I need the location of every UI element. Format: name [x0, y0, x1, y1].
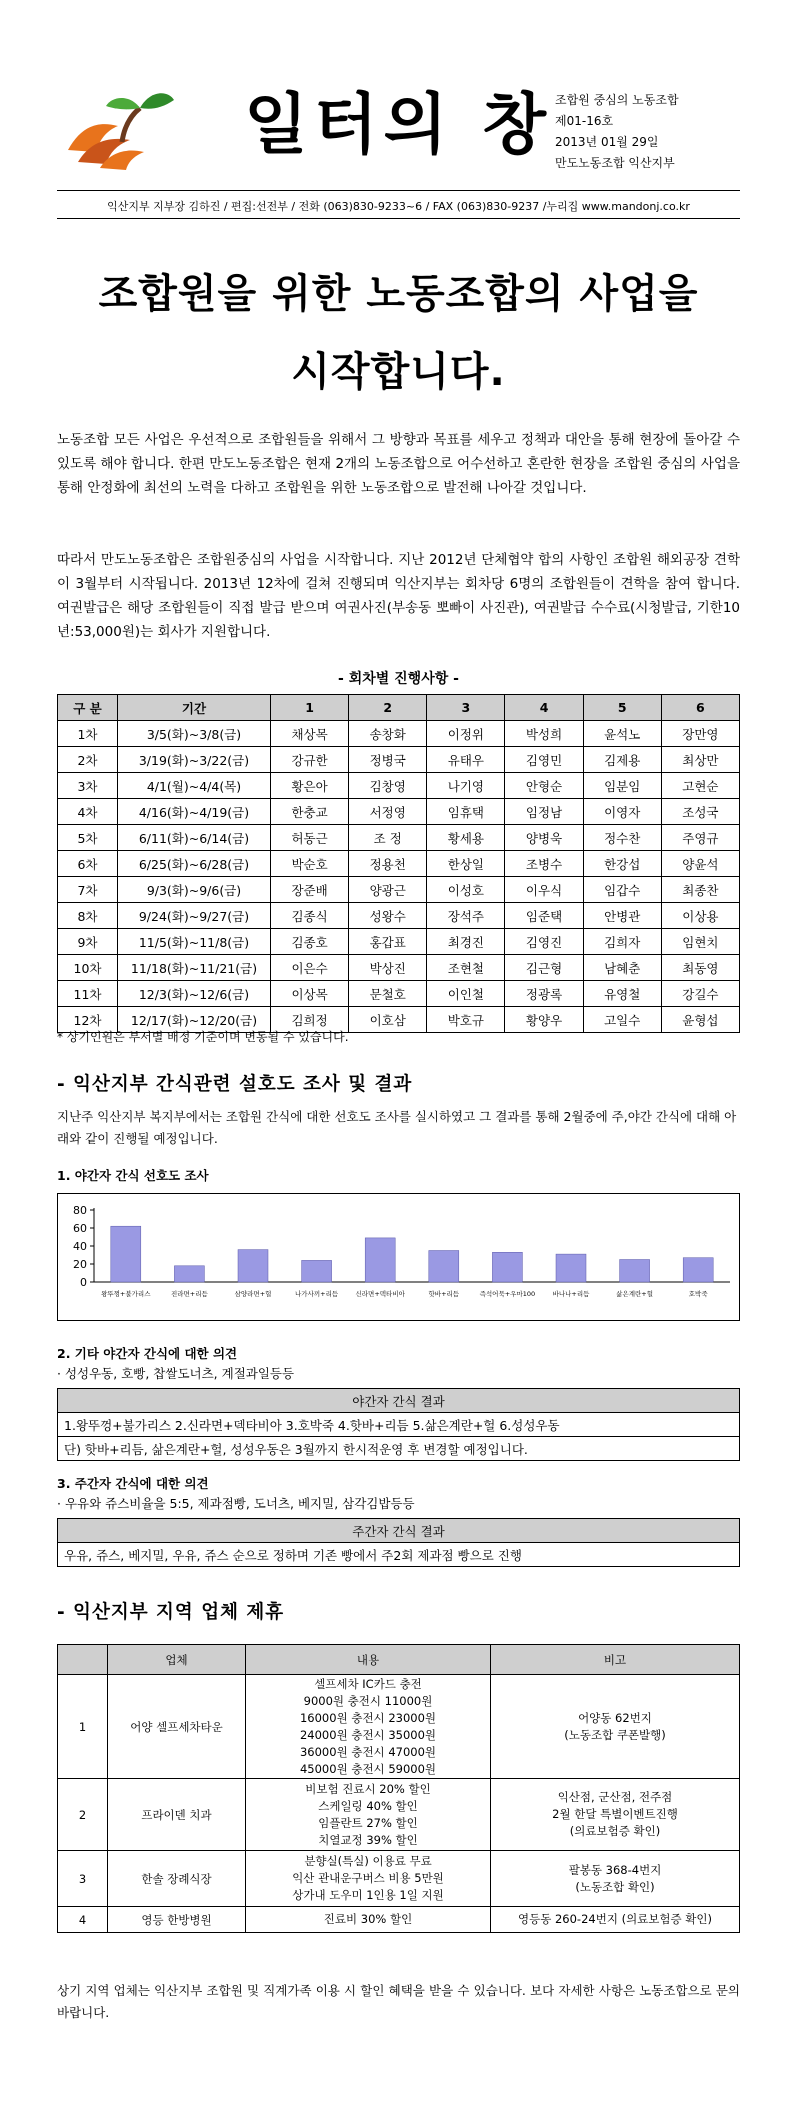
schedule-member-cell: 양윤석 — [661, 851, 739, 877]
schedule-member-cell: 박성희 — [505, 721, 583, 747]
partner-name: 영등 한방병원 — [108, 1907, 246, 1933]
night-result-line-2: 단) 핫바+리듬, 삶은계란+헐, 성성우동은 3월까지 한시적운영 후 변경할 예정입니다. — [58, 1437, 740, 1461]
partner-note-line: (노동조합 쿠폰발행) — [564, 1727, 666, 1742]
night-snack-chart — [57, 1193, 740, 1321]
schedule-member-cell: 조 정 — [349, 825, 427, 851]
schedule-col-6: 6 — [661, 695, 739, 721]
schedule-member-cell: 윤형섭 — [661, 1007, 739, 1033]
schedule-member-cell: 이상목 — [271, 981, 349, 1007]
schedule-member-cell: 이성호 — [427, 877, 505, 903]
schedule-member-cell: 이은수 — [271, 955, 349, 981]
partner-row — [58, 1675, 740, 1779]
schedule-member-cell: 김희정 — [271, 1007, 349, 1033]
schedule-member-cell: 조병수 — [505, 851, 583, 877]
chart-x-tick-label: 바나나+리듬 — [552, 1290, 590, 1298]
partner-note — [491, 1779, 740, 1851]
schedule-member-cell: 최종찬 — [661, 877, 739, 903]
newsletter-title: 일터의 창 — [244, 86, 553, 163]
schedule-member-cell: 박순호 — [271, 851, 349, 877]
schedule-period-cell: 6/25(화)~6/28(금) — [118, 851, 271, 877]
issue-number: 제01-16호 — [555, 114, 614, 128]
schedule-member-cell: 양광근 — [349, 877, 427, 903]
partner-name: 어양 셀프세차타운 — [108, 1675, 246, 1779]
partner-note-line: (의료보험증 확인) — [569, 1824, 661, 1838]
schedule-round-cell: 8차 — [58, 903, 118, 929]
schedule-member-cell: 조현철 — [427, 955, 505, 981]
schedule-member-cell: 나기영 — [427, 773, 505, 799]
schedule-row — [58, 851, 740, 877]
schedule-member-cell: 김제용 — [583, 747, 661, 773]
headline-line-2: 시작합니다. — [291, 349, 506, 395]
partner-number: 2 — [58, 1779, 108, 1851]
partner-row — [58, 1779, 740, 1851]
night-result-header: 야간자 간식 결과 — [58, 1389, 740, 1413]
issue-publisher: 만도노동조합 익산지부 — [555, 156, 675, 170]
partner-content — [246, 1779, 491, 1851]
night-opinion-title: 2. 기타 야간자 간식에 대한 의견 — [57, 1346, 238, 1361]
schedule-member-cell: 김창영 — [349, 773, 427, 799]
partner-note-line: 2월 한달 특별이벤트진행 — [552, 1807, 678, 1821]
schedule-note: * 상기인원은 부서별 배정 기준이며 변동될 수 있습니다. — [57, 1030, 349, 1044]
schedule-member-cell: 강규한 — [271, 747, 349, 773]
schedule-member-cell: 정용천 — [349, 851, 427, 877]
schedule-member-cell: 안병관 — [583, 903, 661, 929]
partner-row — [58, 1851, 740, 1907]
schedule-period-cell: 11/5(화)~11/8(금) — [118, 929, 271, 955]
schedule-row — [58, 955, 740, 981]
chart-x-tick-label: 핫바+리듬 — [428, 1290, 460, 1298]
schedule-body — [58, 721, 740, 1033]
schedule-member-cell: 남혜춘 — [583, 955, 661, 981]
schedule-member-cell: 장석주 — [427, 903, 505, 929]
schedule-member-cell: 채상목 — [271, 721, 349, 747]
night-result-table — [57, 1388, 740, 1461]
schedule-member-cell: 성왕수 — [349, 903, 427, 929]
schedule-member-cell: 장만영 — [661, 721, 739, 747]
schedule-member-cell: 최상만 — [661, 747, 739, 773]
schedule-col-period: 기간 — [118, 695, 271, 721]
schedule-member-cell: 강길수 — [661, 981, 739, 1007]
schedule-member-cell: 문철호 — [349, 981, 427, 1007]
partner-content — [246, 1675, 491, 1779]
schedule-period-cell: 11/18(화)~11/21(금) — [118, 955, 271, 981]
issue-info — [555, 90, 679, 174]
schedule-row — [58, 929, 740, 955]
partner-content-line: 24000원 충전시 35000원 — [299, 1727, 437, 1742]
chart-y-tick-label: 80 — [73, 1204, 87, 1217]
chart-x-tick-label: 신라면+덱타비아 — [355, 1290, 405, 1298]
chart-bar — [302, 1260, 332, 1282]
chart-bar — [556, 1254, 586, 1282]
schedule-member-cell: 황은아 — [271, 773, 349, 799]
partner-name: 한솔 장례식장 — [108, 1851, 246, 1907]
partner-content — [246, 1907, 491, 1933]
chart-bar — [365, 1238, 395, 1282]
partners-header-row — [58, 1645, 740, 1675]
schedule-member-cell: 정광록 — [505, 981, 583, 1007]
partners-section-title: - 익산지부 지역 업체 제휴 — [57, 1602, 285, 1623]
schedule-round-cell: 11차 — [58, 981, 118, 1007]
schedule-member-cell: 임정남 — [505, 799, 583, 825]
schedule-member-cell: 이인철 — [427, 981, 505, 1007]
survey-intro: 지난주 익산지부 복지부에서는 조합원 간식에 대한 선호도 조사를 실시하였고 그 결과를 통해 2월중에 주,야간 간식에 대해 아래와 같이 진행될 예정입니다. — [57, 1109, 737, 1146]
contact-info-bar: 익산지부 지부장 김하진 / 편집:선전부 / 전화 (063)830-9233~6 / FAX (063)830-9237 /누리집 www.mandonj.co.kr — [107, 200, 690, 213]
schedule-member-cell: 장준배 — [271, 877, 349, 903]
schedule-member-cell: 이우식 — [505, 877, 583, 903]
schedule-round-cell: 1차 — [58, 721, 118, 747]
partner-content-line: 스케일링 40% 할인 — [318, 1798, 418, 1813]
schedule-row — [58, 903, 740, 929]
chart-y-tick-label: 60 — [73, 1222, 87, 1235]
schedule-period-cell: 9/24(화)~9/27(금) — [118, 903, 271, 929]
schedule-round-cell: 9차 — [58, 929, 118, 955]
partner-content-line: 익산 관내운구버스 비용 5만원 — [292, 1871, 444, 1885]
headline-line-1: 조합원을 위한 노동조합의 사업을 — [98, 271, 699, 317]
schedule-member-cell: 김종식 — [271, 903, 349, 929]
issue-slogan: 조합원 중심의 노동조합 — [555, 93, 679, 107]
partner-content-line: 분향실(특실) 이용료 무료 — [304, 1854, 432, 1868]
schedule-member-cell: 황양우 — [505, 1007, 583, 1033]
schedule-round-cell: 6차 — [58, 851, 118, 877]
chart-svg — [58, 1194, 739, 1320]
schedule-row — [58, 981, 740, 1007]
schedule-period-cell: 4/1(월)~4/4(목) — [118, 773, 271, 799]
schedule-title: - 회차별 진행사항 - — [338, 671, 459, 687]
day-opinion-items: · 우유와 쥬스비율을 5:5, 제과점빵, 도너츠, 베지밀, 삼각김밥등등 — [57, 1496, 415, 1511]
schedule-member-cell: 한상일 — [427, 851, 505, 877]
schedule-table — [57, 694, 740, 1033]
partners-footer: 상기 지역 업체는 익산지부 조합원 및 직계가족 이용 시 할인 혜택을 받을 수 있습니다. 보다 자세한 사항은 노동조합으로 문의 바랍니다. — [57, 1983, 740, 2020]
schedule-member-cell: 이상용 — [661, 903, 739, 929]
partners-col-content: 내용 — [246, 1645, 491, 1675]
schedule-member-cell: 김종호 — [271, 929, 349, 955]
chart-x-tick-label: 나가사끼+리듬 — [295, 1290, 339, 1298]
partner-content — [246, 1851, 491, 1907]
schedule-row — [58, 747, 740, 773]
schedule-member-cell: 황세용 — [427, 825, 505, 851]
night-opinion-items: · 성성우동, 호빵, 찹쌀도너츠, 계절과일등등 — [57, 1366, 295, 1381]
schedule-round-cell: 3차 — [58, 773, 118, 799]
chart-y-tick-label: 40 — [73, 1240, 87, 1253]
partner-note-line: 팔봉동 368-4번지 — [568, 1862, 662, 1877]
schedule-member-cell: 한강섭 — [583, 851, 661, 877]
partner-content-line: 16000원 충전시 23000원 — [299, 1710, 437, 1725]
schedule-member-cell: 김영민 — [505, 747, 583, 773]
schedule-member-cell: 양병욱 — [505, 825, 583, 851]
partner-content-line: 9000원 충전시 11000원 — [303, 1693, 433, 1708]
schedule-member-cell: 조성국 — [661, 799, 739, 825]
schedule-round-cell: 5차 — [58, 825, 118, 851]
schedule-period-cell: 9/3(화)~9/6(금) — [118, 877, 271, 903]
schedule-period-cell: 4/16(화)~4/19(금) — [118, 799, 271, 825]
schedule-member-cell: 임준택 — [505, 903, 583, 929]
schedule-row — [58, 799, 740, 825]
schedule-member-cell: 정수찬 — [583, 825, 661, 851]
schedule-row — [58, 825, 740, 851]
chart-bar — [620, 1260, 650, 1283]
partner-note — [491, 1907, 740, 1933]
partner-note-line: 익산점, 군산점, 전주점 — [557, 1790, 673, 1804]
schedule-member-cell: 이영자 — [583, 799, 661, 825]
partner-note — [491, 1851, 740, 1907]
chart-x-tick-label: 즉석어묵+우마100 — [479, 1290, 536, 1298]
partner-content-line: 비보험 진료시 20% 할인 — [305, 1781, 431, 1796]
schedule-member-cell: 김영진 — [505, 929, 583, 955]
schedule-member-cell: 윤석노 — [583, 721, 661, 747]
schedule-period-cell: 3/5(화)~3/8(금) — [118, 721, 271, 747]
union-logo — [60, 80, 180, 170]
partner-note-line: (노동조합 확인) — [575, 1879, 655, 1894]
partners-col-no — [58, 1645, 108, 1675]
chart-bar — [174, 1266, 204, 1282]
survey-section-title: - 익산지부 간식관련 설호도 조사 및 결과 — [57, 1074, 413, 1095]
schedule-member-cell: 서정영 — [349, 799, 427, 825]
schedule-col-1: 1 — [271, 695, 349, 721]
schedule-member-cell: 박상진 — [349, 955, 427, 981]
chart-x-tick-label: 진라면+리듬 — [170, 1290, 208, 1298]
chart-x-tick-label: 왕뚜껑+불가리스 — [101, 1290, 151, 1298]
partner-name: 프라이덴 치과 — [108, 1779, 246, 1851]
intro-paragraph-1: 노동조합 모든 사업은 우선적으로 조합원들을 위해서 그 방향과 목표를 세우고 정책과 대안을 통해 현장에 돌아갈 수 있도록 해야 합니다. 한편 만도노동조합은 현재 2개의 노동조합으로 어수선하고 혼란한 현장을 조합원 중심의 사업을 통해 안정화에 최선의 노력을 다하고 조합원을 위한 노동조합으로 발전해 나아갈 것입니다. — [57, 432, 740, 496]
partners-col-note: 비고 — [491, 1645, 740, 1675]
schedule-period-cell: 3/19(화)~3/22(금) — [118, 747, 271, 773]
partner-content-line: 임플란트 27% 할인 — [318, 1815, 418, 1830]
partner-content-line: 상가내 도우미 1인용 1일 지원 — [292, 1888, 444, 1902]
chart-y-tick-label: 20 — [73, 1258, 87, 1271]
schedule-round-cell: 10차 — [58, 955, 118, 981]
partner-content-line: 45000원 충전시 59000원 — [299, 1761, 437, 1776]
schedule-member-cell: 유영철 — [583, 981, 661, 1007]
masthead-divider-top — [57, 190, 740, 191]
chart-bar — [238, 1250, 268, 1282]
chart-bar — [111, 1226, 141, 1282]
schedule-member-cell: 박호규 — [427, 1007, 505, 1033]
schedule-member-cell: 임분임 — [583, 773, 661, 799]
chart-x-tick-label: 호박죽 — [688, 1290, 708, 1298]
schedule-period-cell: 12/17(화)~12/20(금) — [118, 1007, 271, 1033]
partners-body — [58, 1675, 740, 1933]
partner-number: 4 — [58, 1907, 108, 1933]
schedule-member-cell: 고현순 — [661, 773, 739, 799]
schedule-col-4: 4 — [505, 695, 583, 721]
partner-note — [491, 1675, 740, 1779]
partner-note-line: 영등동 260-24번지 (의료보험증 확인) — [518, 1912, 712, 1926]
chart-bar — [492, 1252, 522, 1282]
schedule-col-round: 구 분 — [58, 695, 118, 721]
partner-content-line: 진료비 30% 할인 — [323, 1912, 413, 1926]
schedule-member-cell: 임갑수 — [583, 877, 661, 903]
schedule-member-cell: 유태우 — [427, 747, 505, 773]
chart-y-tick-label: 0 — [80, 1276, 87, 1289]
schedule-member-cell: 최동영 — [661, 955, 739, 981]
day-result-header: 주간자 간식 결과 — [58, 1519, 740, 1543]
schedule-col-2: 2 — [349, 695, 427, 721]
schedule-round-cell: 4차 — [58, 799, 118, 825]
partners-col-company: 업체 — [108, 1645, 246, 1675]
schedule-member-cell: 정병국 — [349, 747, 427, 773]
chart-bar — [429, 1251, 459, 1283]
schedule-col-3: 3 — [427, 695, 505, 721]
partner-note-line: 어양동 62번지 — [578, 1710, 652, 1725]
issue-date: 2013년 01월 29일 — [555, 135, 659, 149]
schedule-member-cell: 고일수 — [583, 1007, 661, 1033]
night-survey-title: 1. 야간자 간식 선호도 조사 — [57, 1168, 209, 1183]
partner-content-line: 셀프세차 IC카드 충전 — [314, 1676, 422, 1691]
schedule-period-cell: 6/11(화)~6/14(금) — [118, 825, 271, 851]
schedule-member-cell: 주영규 — [661, 825, 739, 851]
partner-number: 1 — [58, 1675, 108, 1779]
schedule-round-cell: 2차 — [58, 747, 118, 773]
schedule-member-cell: 임현치 — [661, 929, 739, 955]
schedule-header-row — [58, 695, 740, 721]
schedule-period-cell: 12/3(화)~12/6(금) — [118, 981, 271, 1007]
partner-row — [58, 1907, 740, 1933]
partner-content-line: 36000원 충전시 47000원 — [299, 1744, 437, 1759]
schedule-member-cell: 임휴택 — [427, 799, 505, 825]
schedule-member-cell: 김근형 — [505, 955, 583, 981]
intro-paragraph-2: 따라서 만도노동조합은 조합원중심의 사업을 시작합니다. 지난 2012년 단체협약 합의 사항인 조합원 해외공장 견학이 3월부터 시작됩니다. 2013년 12차에 걸쳐 진행되며 익산지부는 회차당 6명의 조합원들이 견학을 참여 합니다. 여권발급은 해당 조합원들이 직접 발급 받으며 여권사진(부송동 뽀빠이 사진관), 여권발급 수수료(시청발급, 기한10년:53,000원)는 회사가 지원합니다. — [57, 552, 740, 640]
schedule-round-cell: 12차 — [58, 1007, 118, 1033]
schedule-row — [58, 877, 740, 903]
chart-x-tick-label: 삶은계란+헐 — [616, 1290, 654, 1298]
schedule-member-cell: 한충교 — [271, 799, 349, 825]
schedule-member-cell: 최경진 — [427, 929, 505, 955]
schedule-member-cell: 홍갑표 — [349, 929, 427, 955]
day-opinion-title: 3. 주간자 간식에 대한 의견 — [57, 1476, 209, 1491]
schedule-row — [58, 773, 740, 799]
schedule-member-cell: 이정위 — [427, 721, 505, 747]
chart-bar — [683, 1258, 713, 1282]
chart-x-tick-label: 삼양라면+헐 — [234, 1290, 272, 1298]
schedule-round-cell: 7차 — [58, 877, 118, 903]
partner-content-line: 치열교정 39% 할인 — [318, 1832, 418, 1847]
schedule-member-cell: 안형순 — [505, 773, 583, 799]
schedule-row — [58, 721, 740, 747]
night-result-line-1: 1.왕뚜껑+불가리스 2.신라면+덱타비아 3.호박죽 4.핫바+리듬 5.삶은계란+헐 6.성성우동 — [58, 1413, 740, 1437]
day-result-table — [57, 1518, 740, 1567]
partner-number: 3 — [58, 1851, 108, 1907]
masthead-divider-bottom — [57, 218, 740, 219]
schedule-member-cell: 허동근 — [271, 825, 349, 851]
day-result-line: 우유, 쥬스, 베지밀, 우유, 쥬스 순으로 정하며 기존 빵에서 주2회 제과점 빵으로 진행 — [58, 1543, 740, 1567]
schedule-col-5: 5 — [583, 695, 661, 721]
schedule-member-cell: 송창화 — [349, 721, 427, 747]
schedule-member-cell: 이호삼 — [349, 1007, 427, 1033]
partners-table — [57, 1644, 740, 1933]
schedule-member-cell: 김희자 — [583, 929, 661, 955]
